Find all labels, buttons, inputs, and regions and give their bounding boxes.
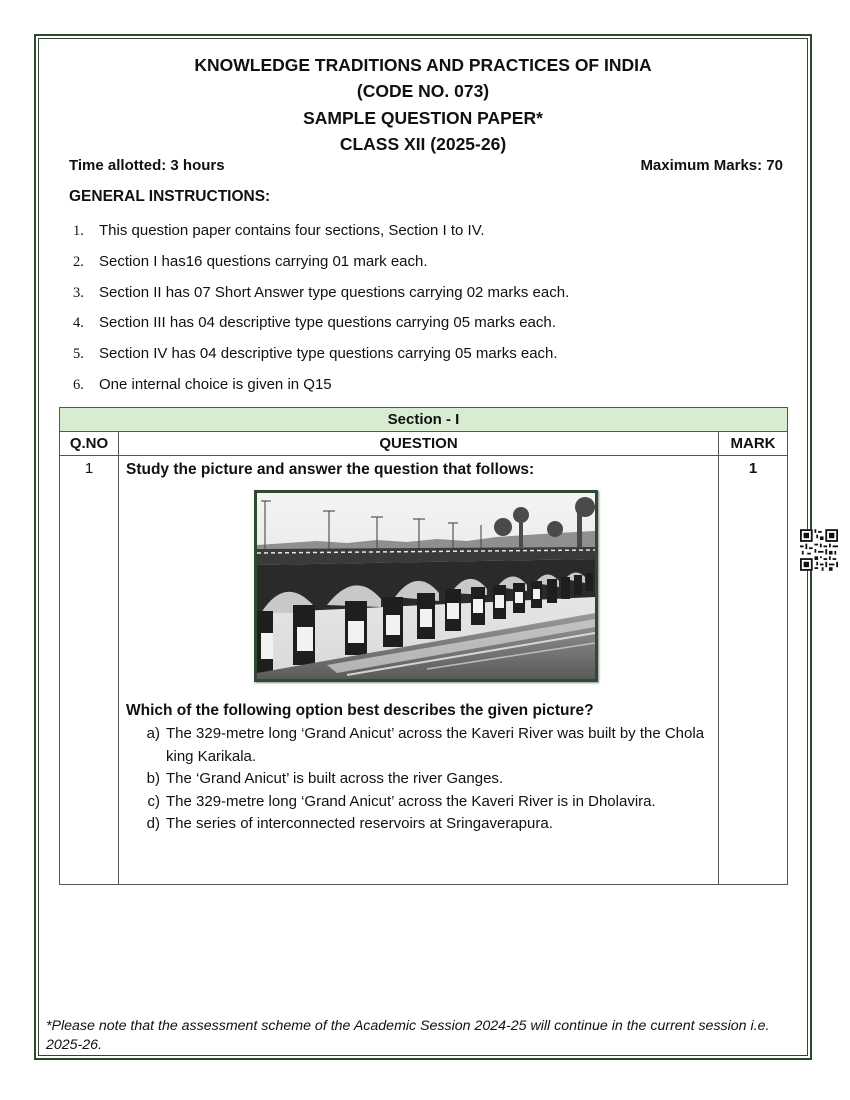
header-mark: MARK [719, 432, 788, 456]
option-item: c) The 329-metre long ‘Grand Anicut’ across the Kaveri River is in Dholavira. [147, 792, 656, 810]
table-header-row [60, 432, 788, 456]
table-row [60, 456, 788, 885]
section-title: Section - I [60, 408, 788, 432]
question-table [59, 407, 788, 885]
instructions-list [69, 220, 769, 405]
instruction-item: 5. Section IV has 04 descriptive type questions carrying 05 marks each. [73, 345, 558, 363]
header-qno: Q.NO [60, 432, 119, 456]
question-mark: 1 [719, 456, 788, 885]
header-question: QUESTION [119, 432, 719, 456]
maximum-marks: Maximum Marks: 70 [640, 157, 783, 174]
paper-title: KNOWLEDGE TRADITIONS AND PRACTICES OF INDIA [194, 55, 652, 75]
instruction-item: 3. Section II has 07 Short Answer type questions carrying 02 marks each. [73, 283, 570, 301]
time-allotted: Time allotted: 3 hours [69, 157, 225, 174]
option-item: d) The series of interconnected reservoirs at Sringaverapura. [146, 815, 553, 832]
dam-bridge-illustration [257, 493, 595, 679]
options-list [126, 723, 712, 836]
footnote: *Please note that the assessment scheme of the Academic Session 2024-25 will continue in the current session i.e. 2025-26. [46, 1018, 770, 1053]
option-item: b) The ‘Grand Anicut’ is built across the river Ganges. [146, 770, 504, 787]
paper-class: CLASS XII (2025-26) [339, 134, 507, 154]
question-prompt: Which of the following option best describes the given picture? [126, 702, 594, 719]
paper-type: SAMPLE QUESTION PAPER* [303, 108, 543, 128]
qr-code-icon [800, 529, 838, 571]
question-lead: Study the picture and answer the question that follows: [126, 461, 535, 478]
paper-code: (CODE NO. 073) [356, 81, 490, 101]
question-cell [119, 456, 719, 885]
meta-row [69, 156, 783, 176]
instruction-item: 2. Section I has16 questions carrying 01 mark each. [73, 252, 428, 270]
question-number: 1 [60, 456, 119, 885]
instruction-item: 1. This question paper contains four sections, Section I to IV. [73, 222, 485, 239]
instruction-item: 4. Section III has 04 descriptive type questions carrying 05 marks each. [73, 314, 556, 332]
general-instructions-heading: GENERAL INSTRUCTIONS: [69, 188, 271, 205]
grand-anicut-photo [254, 490, 598, 682]
option-item: a) The 329-metre long ‘Grand Anicut’ across the Kaveri River was built by the Chola king Karikala. [146, 725, 705, 765]
section-row [60, 408, 788, 432]
instruction-item: 6. One internal choice is given in Q15 [73, 375, 332, 393]
